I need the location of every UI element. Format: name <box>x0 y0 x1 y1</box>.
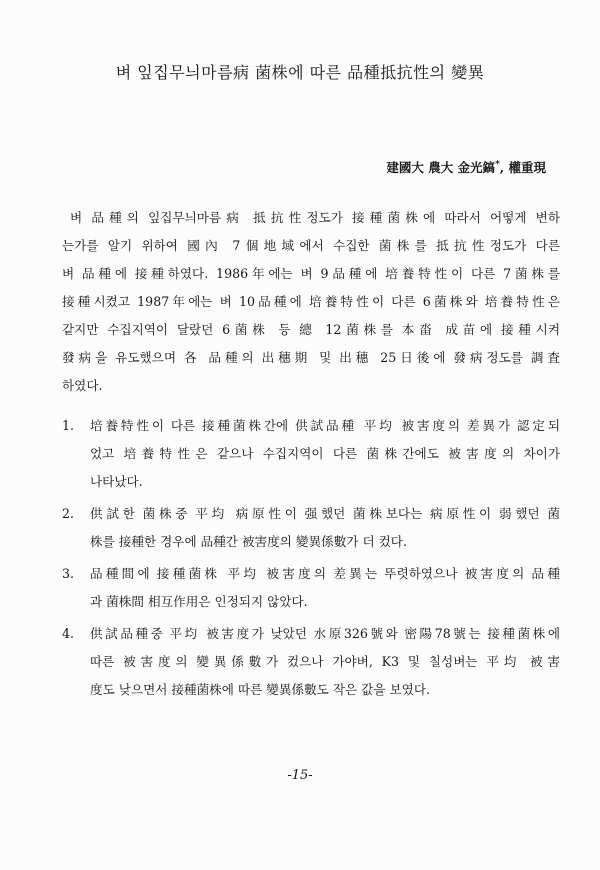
result-item-line: 供試한 菌株중 平均 病原性이 强했던 菌株보다는 病原性이 弱했던 菌 <box>90 506 560 521</box>
abstract-line: 는가를 알기 위하여 國內 7個地域에서 수집한 菌株를 抵抗性정도가 다른 <box>62 238 560 253</box>
author-line <box>386 158 546 176</box>
corresponding-author-mark: * <box>495 159 500 170</box>
result-item-number: 4. <box>62 626 75 641</box>
result-item-line: 品種間에 接種菌株 平均 被害度의 差異는 뚜렷하였으나 被害度의 品種 <box>90 566 560 581</box>
result-item-number: 3. <box>62 566 75 581</box>
author-primary: 建國大 農大 金光鎬 <box>386 160 496 175</box>
abstract-paragraph <box>62 204 560 400</box>
result-item-line: 供試品種중 平均 被害度가 낮았던 水原326號와 密陽78號는 接種菌株에 <box>90 626 560 641</box>
result-item <box>62 500 560 556</box>
abstract-line: 하였다. <box>62 378 103 393</box>
abstract-line: 벼 品種에 接種하였다. 1986年에는 벼 9品種에 培養特性이 다른 7菌株를 <box>62 266 560 281</box>
abstract-line: 같지만 수집지역이 달랐던 6菌株 등 總 12菌株를 本畓 成苗에 接種시켜 <box>62 322 560 337</box>
result-item-line: 나타났다. <box>90 474 143 489</box>
result-item <box>62 412 560 496</box>
author-rest: , 權重現 <box>499 160 546 175</box>
result-item <box>62 560 560 616</box>
result-item-line: 었고 培養特性은 같으나 수집지역이 다른 菌株간에도 被害度의 차이가 <box>90 446 560 461</box>
result-item-line: 培養特性이 다른 接種菌株간에 供試品種 平均 被害度의 差異가 認定되 <box>90 418 560 433</box>
result-item-line: 度도 낮으면서 接種菌株에 따른 變異係數도 작은 값을 보였다. <box>90 682 431 697</box>
result-item-number: 2. <box>62 506 75 521</box>
results-list <box>62 412 560 708</box>
paper-title: 벼 잎집무늬마름病 菌株에 따른 品種抵抗性의 變異 <box>115 63 485 82</box>
abstract-line: 發病을 유도했으며 各 品種의 出穗期 및 出穗 25日後에 發病정도를 調査 <box>62 350 560 365</box>
result-item-line: 株를 接種한 경우에 品種간 被害度의 變異係數가 더 컸다. <box>90 534 407 549</box>
abstract-line: 벼 品種의 잎집무늬마름病 抵抗性정도가 接種菌株에 따라서 어떻게 변하 <box>70 210 560 225</box>
page-number: -15- <box>287 768 313 783</box>
result-item-line: 과 菌株間 相互作用은 인정되지 않았다. <box>90 594 308 609</box>
result-item-number: 1. <box>62 418 75 433</box>
result-item-line: 따른 被害度의 變異係數가 컸으나 가야벼, K3 및 칠성벼는 平均 被害 <box>90 654 560 669</box>
result-item <box>62 620 560 704</box>
abstract-line: 接種시켰고 1987年에는 벼 10品種에 培養特性이 다른 6菌株와 培養特性은 <box>62 294 560 309</box>
